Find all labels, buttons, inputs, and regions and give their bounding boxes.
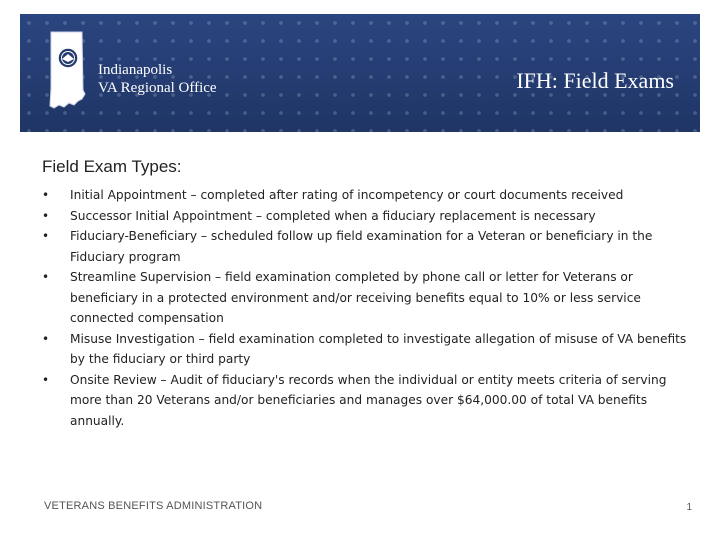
list-item	[42, 185, 692, 206]
list-item-text: Fiduciary-Beneficiary – scheduled follow up field examination for a Veteran or beneficiary in the Fiduciary program	[70, 229, 653, 264]
header-banner	[20, 14, 700, 132]
bullet-dot: •	[42, 208, 50, 223]
list-item-text: Streamline Supervision – field examination completed by phone call or letter for Veterans or beneficiary in a protected environment and/or receiving benefits equal to 10% or less service connected compensation	[70, 270, 641, 325]
list-item	[42, 329, 692, 370]
list-item	[42, 267, 692, 329]
bullet-dot: •	[42, 229, 50, 243]
list-item	[42, 206, 692, 227]
list-item	[42, 370, 692, 432]
list-item	[42, 226, 692, 267]
slide-title: IFH: Field Exams	[516, 68, 674, 93]
list-item-text: Misuse Investigation – field examination completed to investigate allegation of misuse of VA benefits by the fiduciary or third party	[70, 331, 687, 366]
office-name-line2: VA Regional Office	[98, 80, 217, 96]
indiana-state-va-seal-icon	[42, 28, 92, 118]
footer-organization: VETERANS BENEFITS ADMINISTRATION	[44, 500, 263, 512]
bullet-dot: •	[42, 188, 50, 202]
list-item-text: Onsite Review – Audit of fiduciary's records when the individual or entity meets criteria of serving more than 20 Veterans and/or beneficiaries and manages over $64,000.00 of total VA benefits annually.	[70, 372, 667, 428]
page-number: 1	[686, 502, 692, 513]
field-exam-types-list	[42, 185, 692, 431]
list-item-text: Initial Appointment – completed after rating of incompetency or court documents received	[70, 188, 624, 202]
list-item-text: Successor Initial Appointment – completed when a fiduciary replacement is necessary	[70, 208, 596, 223]
office-name-line1: Indianapolis	[98, 62, 173, 78]
bullet-dot: •	[42, 372, 50, 387]
bullet-dot: •	[42, 270, 50, 284]
bullet-dot: •	[42, 331, 50, 346]
section-heading: Field Exam Types:	[42, 157, 182, 176]
